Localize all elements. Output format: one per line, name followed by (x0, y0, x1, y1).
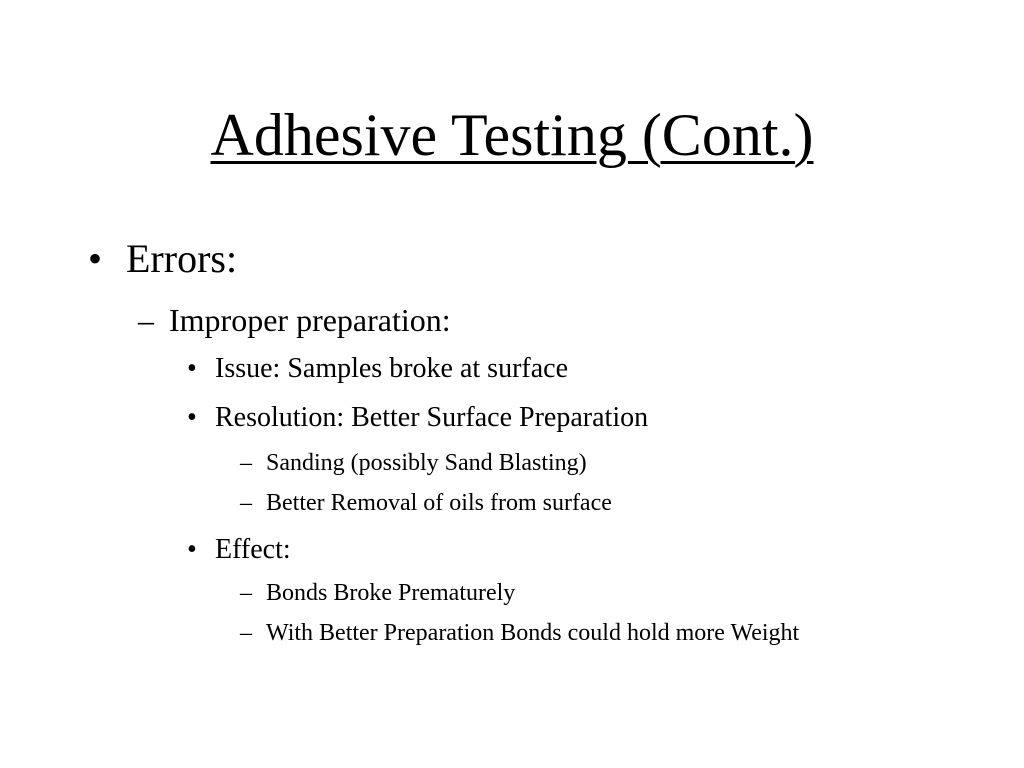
slide-title: Adhesive Testing (Cont.) (210, 102, 814, 168)
outline-item-label: Effect: (215, 534, 291, 565)
outline-item-label: Errors: (126, 236, 238, 281)
outline-item-label: With Better Preparation Bonds could hold more Weight (266, 620, 800, 646)
outline-item-label: Sanding (possibly Sand Blasting) (266, 450, 587, 476)
bullet-marker: • (187, 353, 197, 384)
dash-marker: – (240, 580, 252, 606)
bullet-marker: • (88, 236, 103, 281)
dash-marker: – (240, 620, 252, 646)
dash-marker: – (240, 450, 252, 476)
dash-marker: – (138, 302, 154, 338)
outline-item-label: Improper preparation: (169, 302, 451, 338)
dash-marker: – (240, 490, 252, 516)
outline-item-label: Better Removal of oils from surface (266, 490, 612, 516)
bullet-marker: • (187, 534, 197, 565)
outline-item-label: Bonds Broke Prematurely (266, 580, 516, 606)
outline-item-label: Resolution: Better Surface Preparation (215, 402, 649, 433)
outline-item-label: Issue: Samples broke at surface (215, 353, 568, 384)
bullet-marker: • (187, 402, 197, 433)
